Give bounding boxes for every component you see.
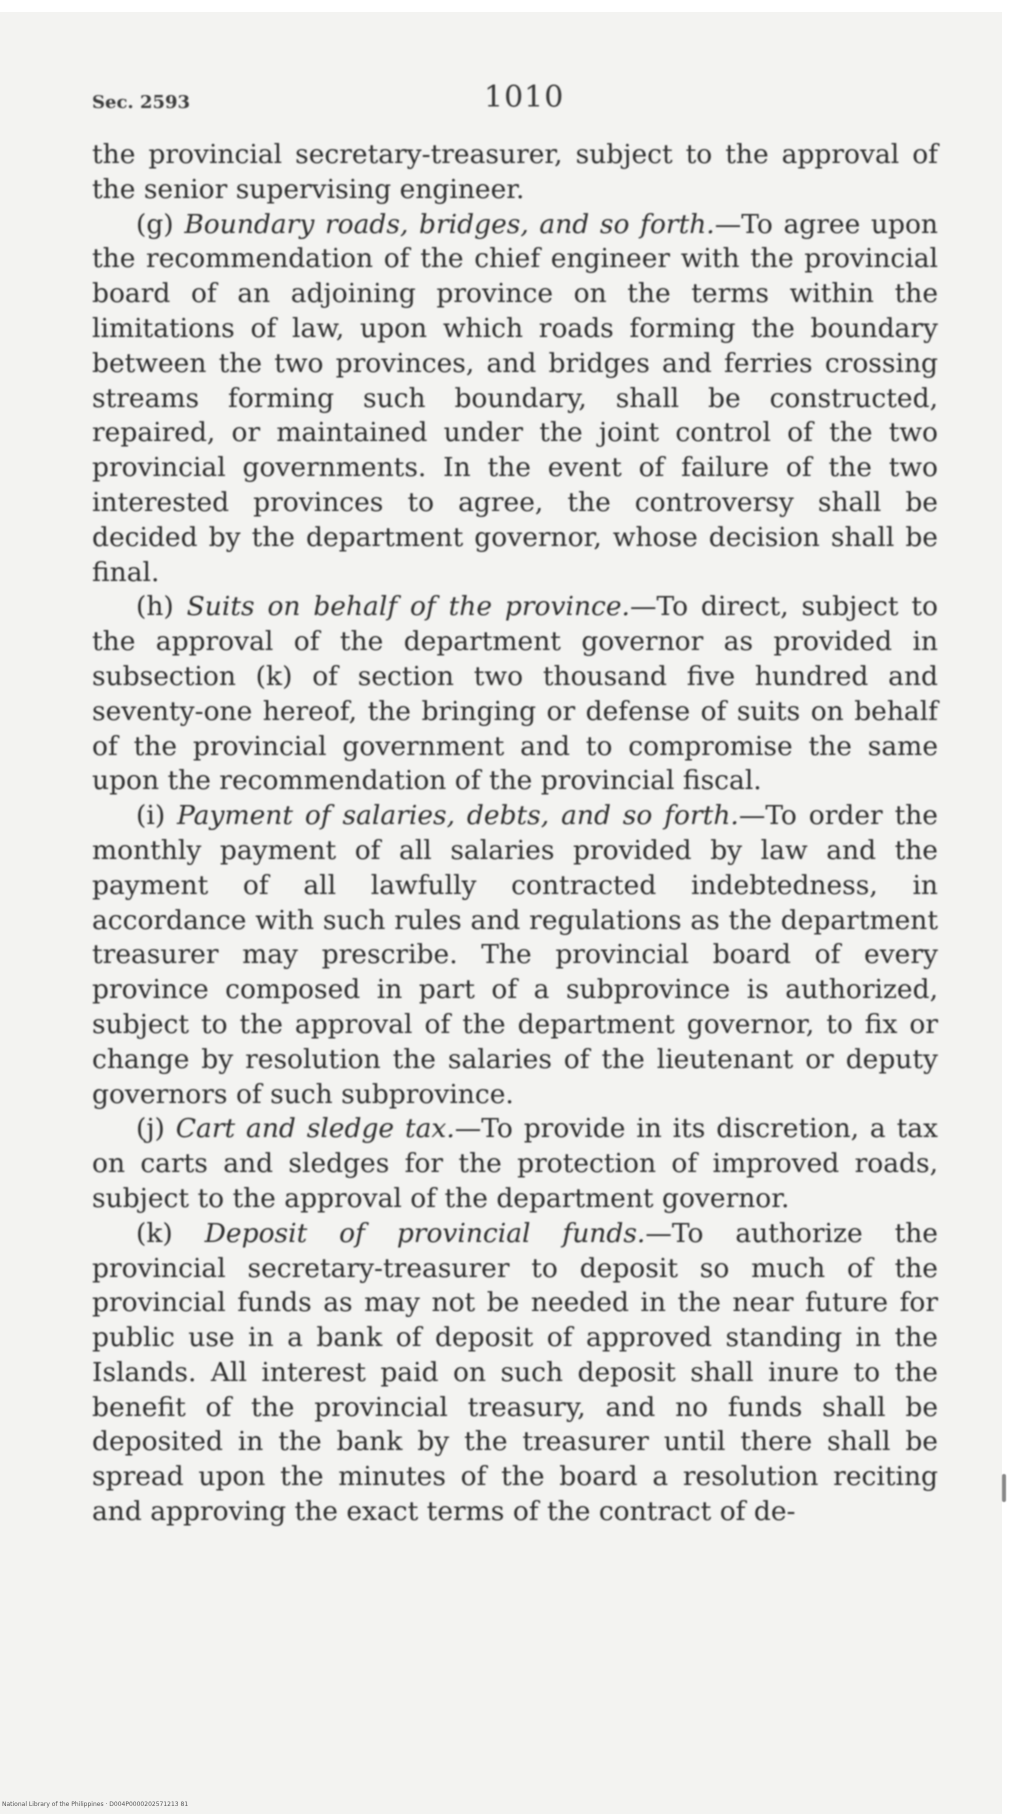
paragraph-label: (i) bbox=[136, 800, 166, 832]
paragraph-k bbox=[92, 1217, 938, 1530]
paragraph-heading: Suits on behalf of the province. bbox=[186, 591, 630, 623]
paragraph-continuation bbox=[92, 138, 938, 208]
page-edge bbox=[1002, 12, 1010, 1814]
paragraph-j bbox=[92, 1112, 938, 1216]
scan-credit: National Library of the Philippines · D004P0000202571213 81 bbox=[2, 1801, 189, 1808]
paragraph-text: —To provide in its discretion, a tax on carts and sledges for the protection of improved roads, subject to the approval of the department governor. bbox=[92, 1113, 938, 1214]
body-text bbox=[92, 138, 938, 1530]
paragraph-heading: Deposit of provincial funds. bbox=[204, 1217, 646, 1249]
paragraph-heading: Cart and sledge tax. bbox=[175, 1113, 455, 1145]
paragraph-text: —To agree upon the recommendation of the chief engineer with the provincial board of an adjoining province on the terms within the limitations of law, upon which roads forming the boundary between the two provinces, and bridges and ferries crossing streams forming such boundary, shall be constructed, repaired, or maintained under the joint control of the two provincial governments. In the event of failure of the two interested provinces to agree, the controversy shall be decided by the department governor, whose decision shall be final. bbox=[92, 208, 938, 588]
section-number: Sec. 2593 bbox=[92, 92, 191, 113]
paragraph-heading: Payment of salaries, debts, and so forth. bbox=[177, 800, 739, 832]
page-edge-mark bbox=[1002, 1474, 1006, 1502]
paragraph-text: the provincial secretary-treasurer, subject to the approval of the senior supervising engineer. bbox=[92, 139, 938, 205]
paragraph-label: (h) bbox=[136, 591, 174, 623]
paragraph-h bbox=[92, 590, 938, 799]
paragraph-label: (j) bbox=[136, 1113, 165, 1145]
page-number: 1010 bbox=[484, 80, 565, 115]
paragraph-text: —To order the monthly payment of all salaries provided by law and the payment of all lawfully contracted indebtedness, in accordance with such rules and regulations as the department treasurer may prescribe. The provincial board of every province composed in part of a subprovince is authorized, subject to the approval of the department governor, to fix or change by resolution the salaries of the lieutenant or deputy governors of such subprovince. bbox=[92, 800, 938, 1110]
paragraph-g bbox=[92, 208, 938, 591]
paragraph-label: (g) bbox=[136, 208, 174, 240]
paragraph-text: —To authorize the provincial secretary-treasurer to deposit so much of the provincial funds as may not be needed in the near future for public use in a bank of deposit of approved standing in the Islands. All interest paid on such deposit shall inure to the benefit of the provincial treasury, and no funds shall be deposited in the bank by the treasurer until there shall be spread upon the minutes of the board a resolution reciting and approving the exact terms of the contract of de- bbox=[92, 1217, 938, 1528]
paragraph-i bbox=[92, 799, 938, 1112]
paragraph-heading: Boundary roads, bridges, and so forth. bbox=[184, 208, 715, 240]
paragraph-text: —To direct, subject to the approval of the department governor as provided in subsection (k) of section two thousand five hundred and seventy-one hereof, the bringing or defense of suits on behalf of the provincial government and to compromise the same upon the recommendation of the provincial fiscal. bbox=[92, 591, 938, 797]
paragraph-label: (k) bbox=[136, 1217, 173, 1249]
page-header bbox=[92, 80, 932, 120]
